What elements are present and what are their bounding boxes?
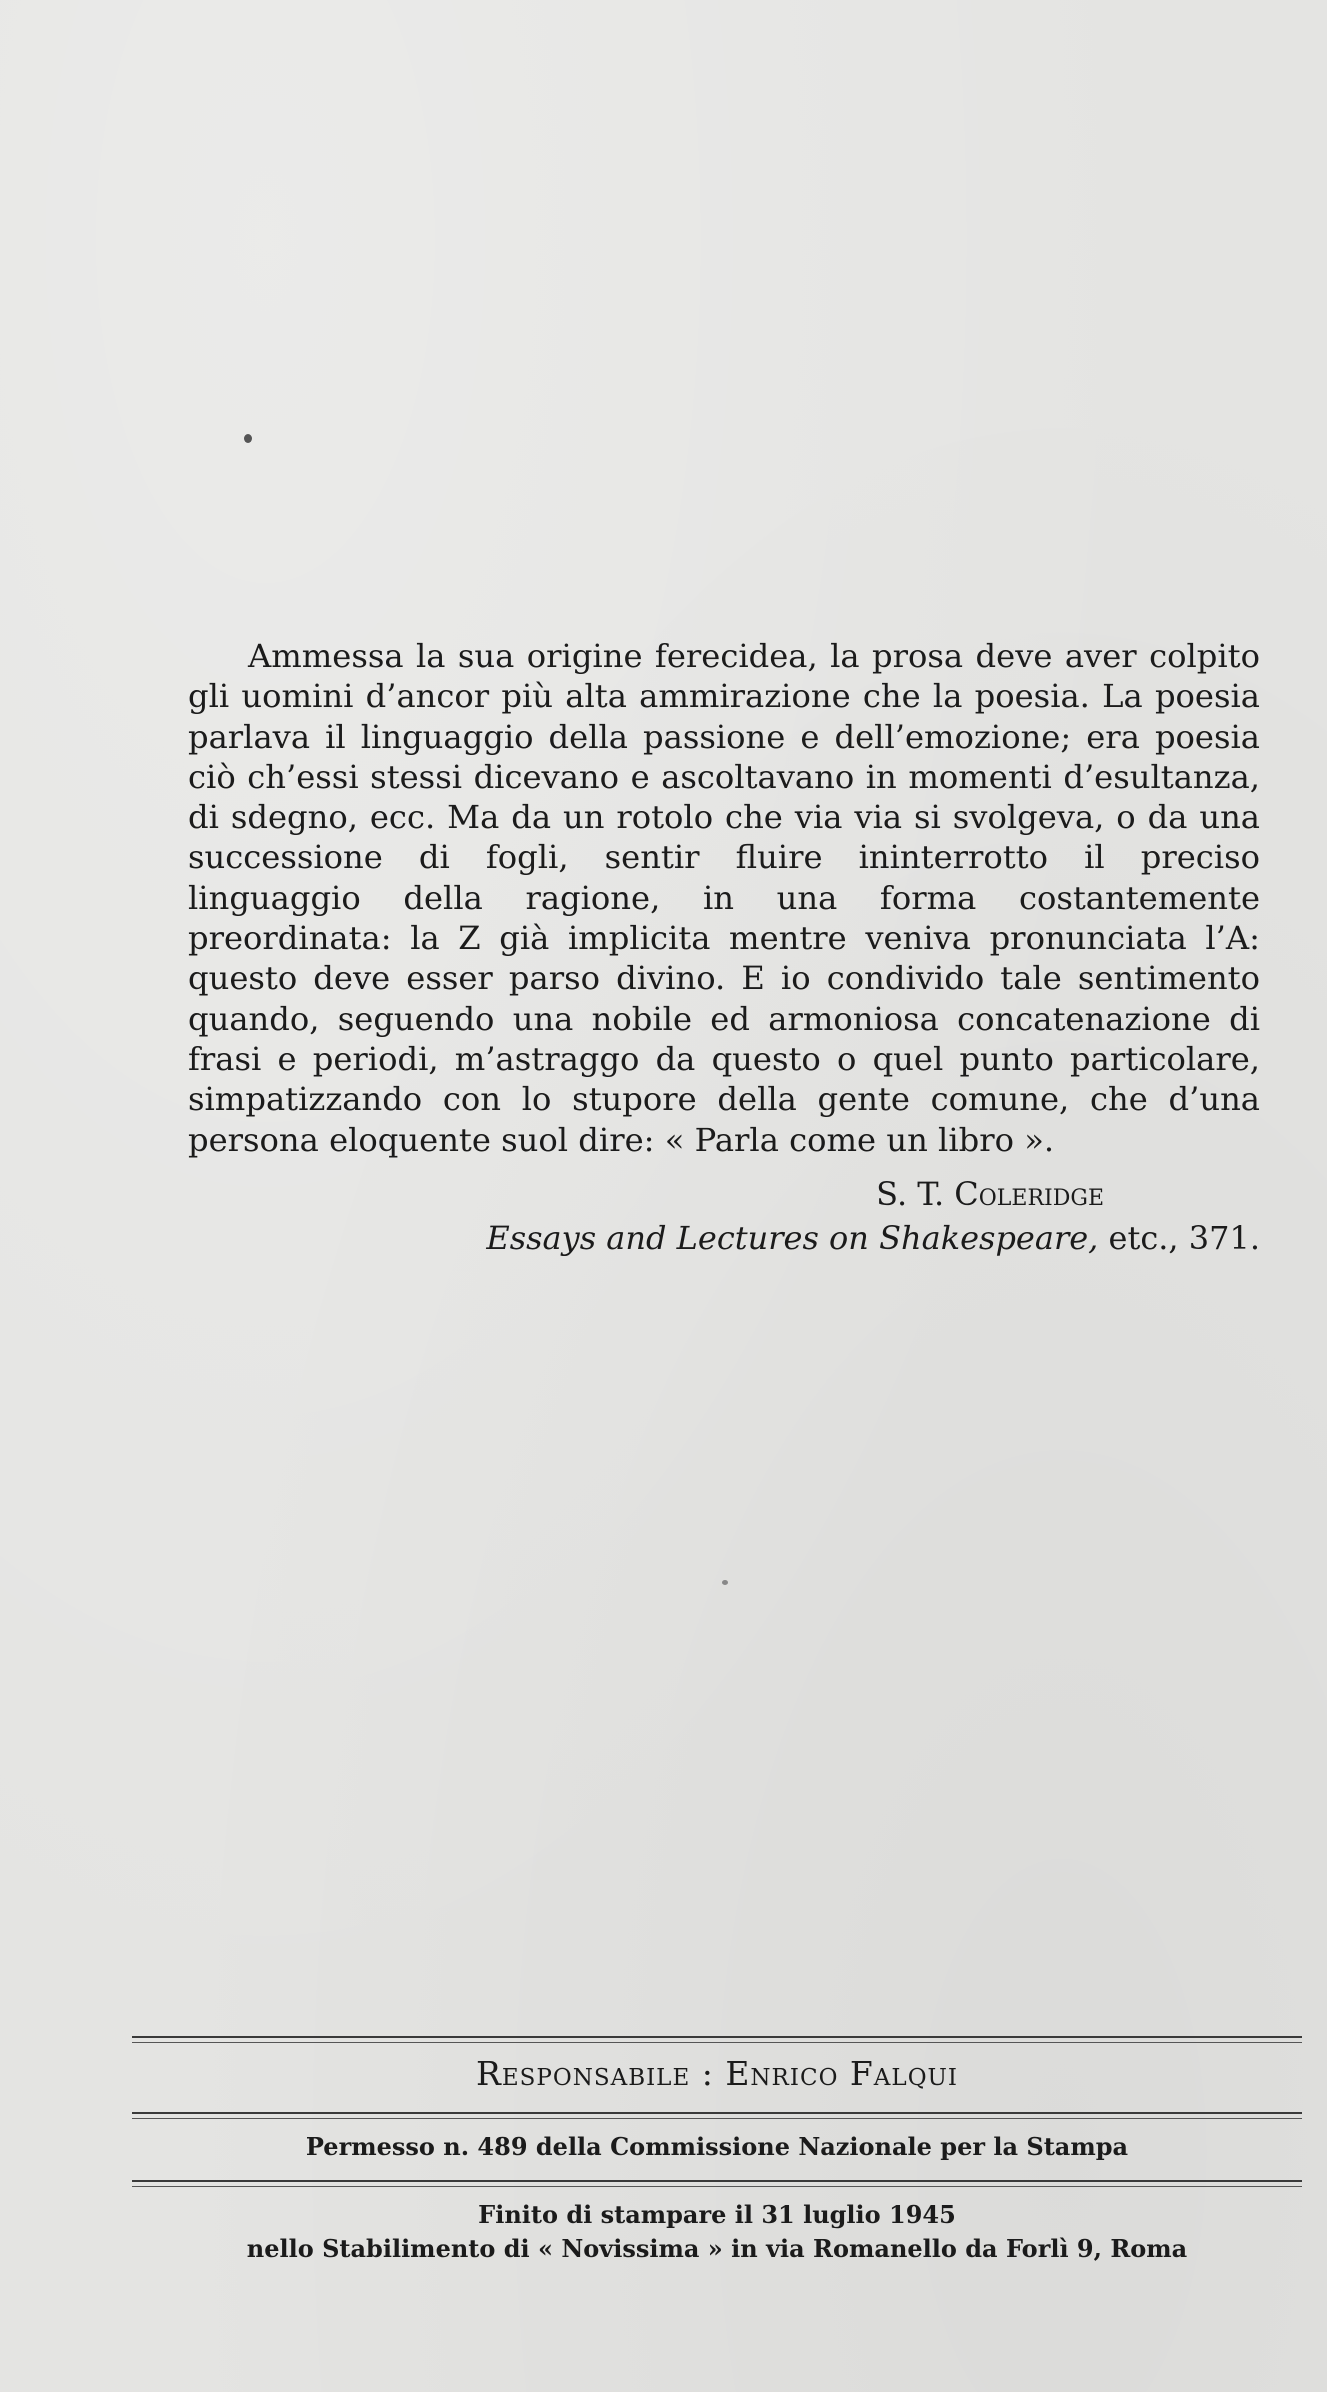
quote-attribution bbox=[188, 1172, 1260, 1260]
divider-rule bbox=[132, 2036, 1302, 2043]
permesso-line: Permesso n. 489 della Commissione Nazionale per la Stampa bbox=[305, 2132, 1129, 2161]
author-initials: S. T. bbox=[876, 1174, 945, 1213]
divider-rule bbox=[132, 2112, 1302, 2119]
responsabile-line: Responsabile : Enrico Falqui bbox=[475, 2054, 959, 2093]
print-speck bbox=[244, 434, 252, 443]
source-title: Essays and Lectures on Shakespeare, bbox=[486, 1218, 1099, 1257]
divider-rule bbox=[132, 2180, 1302, 2187]
printing-colophon bbox=[132, 2198, 1302, 2266]
epigraph-quote bbox=[188, 636, 1260, 1260]
source-reference: etc., 371. bbox=[1108, 1218, 1260, 1257]
finito-line: Finito di stampare il 31 luglio 1945 bbox=[478, 2200, 956, 2229]
print-speck bbox=[722, 1580, 728, 1585]
author-name bbox=[188, 1172, 1260, 1216]
stabilimento-line: nello Stabilimento di « Novissima » in via Romanello da Forlì 9, Roma bbox=[246, 2234, 1188, 2263]
quote-text: Ammessa la sua origine ferecidea, la prosa deve aver colpito gli uomini d’ancor più alta ammirazione che la poesia. La poesia parlava il linguaggio della passione e dell’emozione; era poesia ciò ch’essi stessi dicevano e ascoltavano in momenti d’esultanza, di sdegno, ecc. Ma da un rotolo che via via si svolgeva, o da una successione di fogli, sentir fluire ininterrotto il preciso linguaggio della ragione, in una forma costantemente preordinata: la Z già implicita mentre veniva pronunciata l’A: questo deve esser parso divino. E io condivido tale sentimento quando, seguendo una nobile ed armoniosa concatenazione di frasi e periodi, m’astraggo da questo o quel punto particolare, simpatizzando con lo stupore della gente comune, che d’una persona eloquente suol dire: « Parla come un libro ». bbox=[188, 637, 1260, 1159]
author-surname: Coleridge bbox=[954, 1174, 1104, 1213]
source-line bbox=[188, 1216, 1260, 1260]
